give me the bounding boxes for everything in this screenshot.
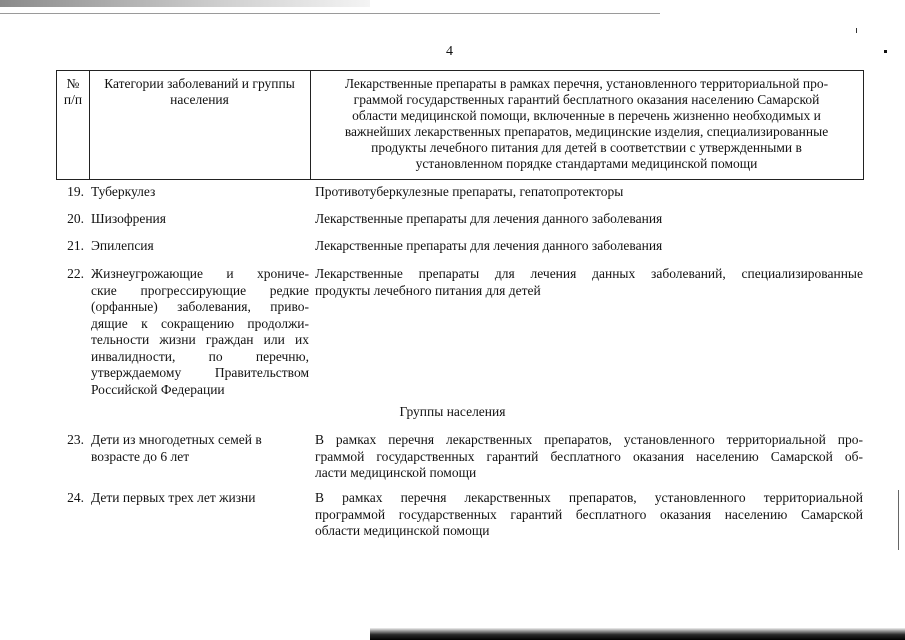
header-col-number [57,71,90,179]
row-number: 21. [67,238,84,253]
header-text: продукты лечебного питания для детей в соответствии с утвержденными в [371,140,802,155]
scan-artifact-line [0,13,660,14]
row-number: 22. [67,266,84,281]
header-text: граммой государственных гарантий бесплатного оказания населению Самарской [353,92,820,107]
row-category: Шизофрения [91,211,166,226]
medicines-line: программой государственных гарантий бесплатного оказания населению Самарской [315,506,863,522]
header-text: области медицинской помощи, включенные в перечень жизненно необходимых и [352,108,821,123]
row-number: 23. [67,432,84,447]
category-line: Дети из многодетных семей в [91,432,262,447]
header-col-medicines [310,71,863,179]
scan-artifact-top [0,0,370,7]
medicines-line: граммой государственных гарантий бесплатного оказания населению Самарской об- [315,448,863,464]
category-line: инвалидности, по перечню, [91,348,309,364]
row-medicines [315,432,863,482]
row-medicines [315,266,863,299]
table-header [56,70,864,180]
category-line: (орфанные) заболевания, приво- [91,299,309,314]
category-line: утверждаемому Правительством [91,365,309,380]
category-line: ские прогрессирующие редкие [91,282,309,298]
scan-artifact-dot [884,50,887,53]
header-text: Категории заболеваний и группы [104,76,295,91]
row-number: 19. [67,184,84,199]
row-category: Эпилепсия [91,238,154,253]
header-text: № [66,76,80,91]
row-category: Туберкулез [91,184,156,199]
header-text: Лекарственные препараты в рамках перечня, установленного территориальной про- [344,76,829,91]
row-category: Дети первых трех лет жизни [91,490,256,505]
header-text: населения [170,92,229,107]
category-line: Российской Федерации [91,381,225,397]
row-category [91,432,309,465]
scan-artifact-bottom [370,628,905,640]
row-category [91,266,309,398]
medicines-line: В рамках перечня лекарственных препаратов, установленного территориальной [315,490,863,505]
medicines-line: ласти медицинской помощи [315,465,477,480]
header-col-category [89,71,311,179]
row-number: 20. [67,211,84,226]
page-number: 4 [446,44,453,59]
category-line: возрасте до 6 лет [91,448,190,464]
medicines-line: области медицинской помощи [315,523,490,538]
scan-artifact-tick [856,28,857,33]
category-line: Жизнеугрожающие и хрониче- [91,266,309,281]
scan-artifact-edge [898,490,899,550]
medicines-line: продукты лечебного питания для детей [315,282,541,298]
header-text: важнейших лекарственных препаратов, медицинские изделия, специализированные [344,124,829,139]
header-text: п/п [63,92,83,107]
medicines-line: В рамках перечня лекарственных препаратов, установленного территориальной про- [315,432,863,447]
category-line: тельности жизни граждан или их [91,332,309,347]
header-text: установленном порядке стандартами медицинской помощи [415,156,758,171]
row-medicines: Лекарственные препараты для лечения данного заболевания [315,238,663,253]
medicines-line: Лекарственные препараты для лечения данных заболеваний, специализированные [315,266,863,281]
row-medicines: Лекарственные препараты для лечения данного заболевания [315,211,663,226]
section-title: Группы населения [399,404,506,419]
row-medicines: Противотуберкулезные препараты, гепатопротекторы [315,184,624,199]
row-number: 24. [67,490,84,505]
row-medicines [315,490,863,540]
category-line: дящие к сокращению продолжи- [91,315,309,331]
